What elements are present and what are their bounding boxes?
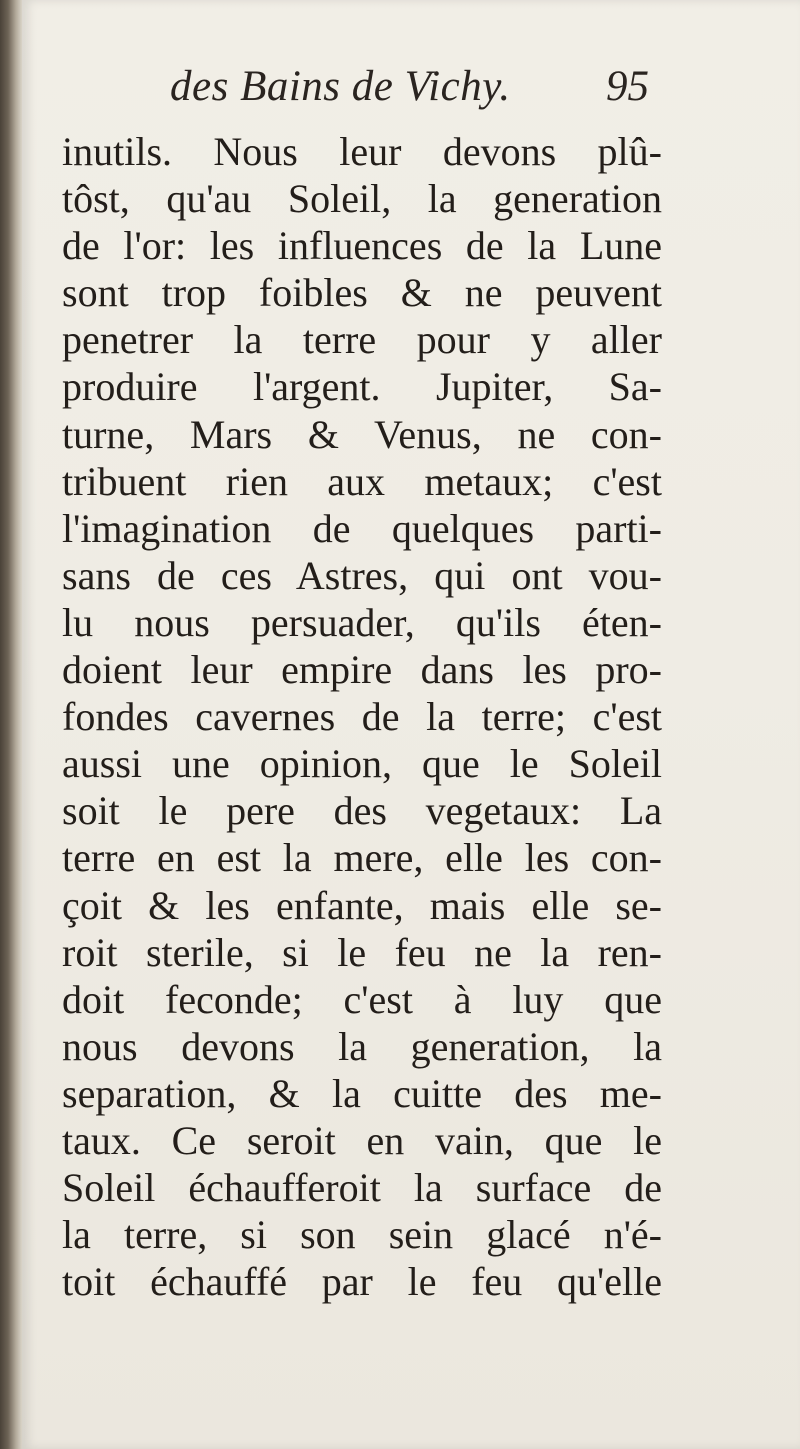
- text-line: nous devons la generation, la: [62, 1023, 662, 1069]
- text-line: lu nous persuader, qu'ils éten-: [62, 599, 662, 645]
- text-line: roit sterile, si le feu ne la ren-: [62, 929, 662, 975]
- text-line: tribuent rien aux metaux; c'est: [62, 458, 662, 504]
- text-line: toit échauffé par le feu qu'elle: [62, 1259, 662, 1305]
- text-line: penetrer la terre pour y aller: [62, 317, 662, 363]
- text-line: çoit & les enfante, mais elle se-: [62, 882, 662, 928]
- text-line: aussi une opinion, que le Soleil: [62, 741, 662, 787]
- text-line: Soleil échaufferoit la surface de: [62, 1165, 662, 1211]
- text-line: inutils. Nous leur devons plû-: [62, 129, 662, 174]
- text-line: terre en est la mere, elle les con-: [62, 835, 662, 881]
- text-line: sans de ces Astres, qui ont vou-: [62, 552, 662, 598]
- book-page: [22, 0, 800, 1449]
- text-line: taux. Ce seroit en vain, que le: [62, 1117, 662, 1163]
- text-line: separation, & la cuitte des me-: [62, 1070, 662, 1116]
- text-line: doient leur empire dans les pro-: [62, 647, 662, 693]
- text-line: fondes cavernes de la terre; c'est: [62, 694, 662, 740]
- book-spine-shadow: [0, 0, 22, 1449]
- running-title: des Bains de Vichy.: [170, 63, 511, 110]
- text-line: turne, Mars & Venus, ne con-: [62, 411, 662, 457]
- text-line: soit le pere des vegetaux: La: [62, 788, 662, 834]
- page-number: 95: [606, 63, 649, 110]
- body-text: [62, 128, 662, 1305]
- text-line: de l'or: les influences de la Lune: [62, 223, 662, 269]
- text-line: l'imagination de quelques parti-: [62, 505, 662, 551]
- text-line: doit feconde; c'est à luy que: [62, 976, 662, 1022]
- page-header: [22, 62, 800, 122]
- text-line: la terre, si son sein glacé n'é-: [62, 1212, 662, 1258]
- text-line: produire l'argent. Jupiter, Sa-: [62, 364, 662, 410]
- text-line: tôst, qu'au Soleil, la generation: [62, 176, 662, 222]
- text-line: sont trop foibles & ne peuvent: [62, 270, 662, 316]
